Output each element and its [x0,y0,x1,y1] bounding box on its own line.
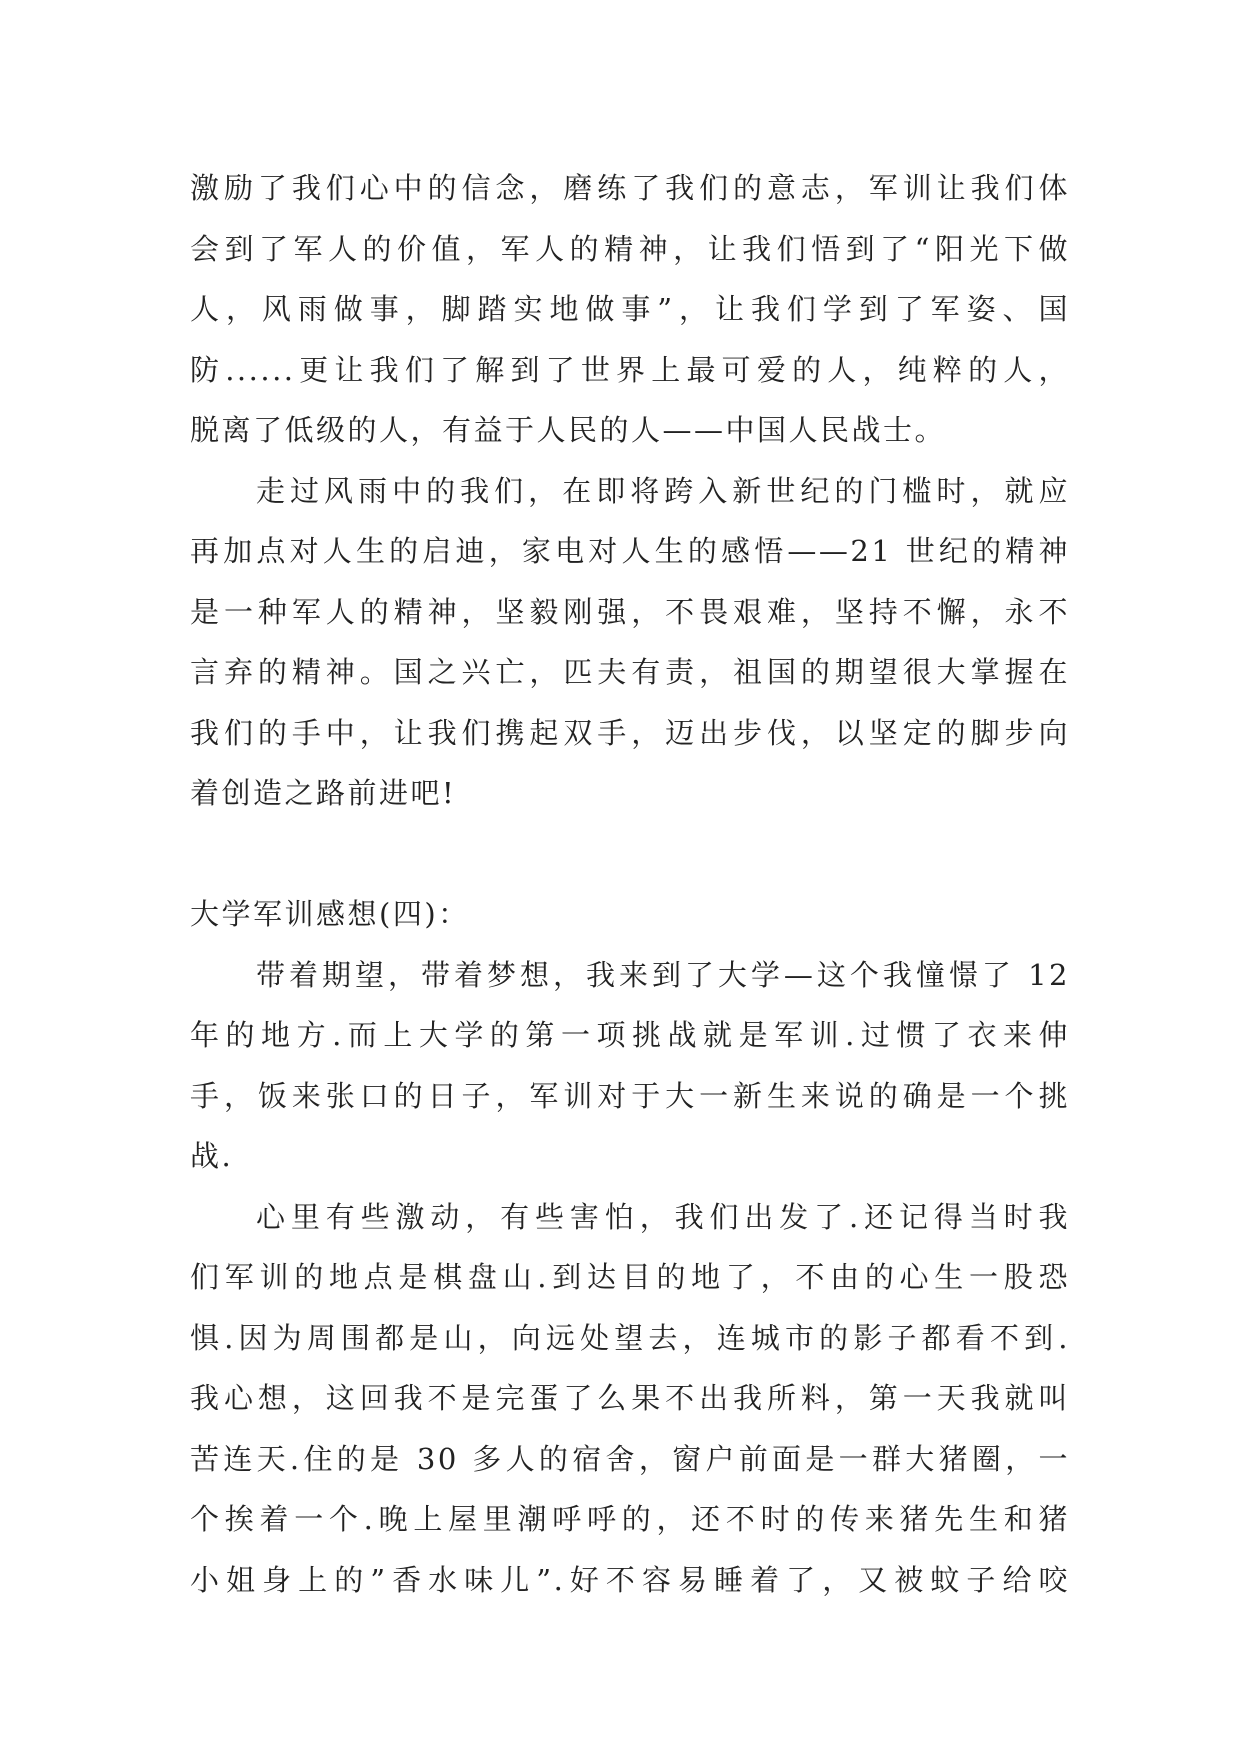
paragraph-4 [190,1187,1070,1611]
paragraph-3 [190,945,1070,1187]
paragraph-2 [190,461,1070,824]
text-line: 我心想，这回我不是完蛋了么果不出我所料，第一天我就叫 [190,1381,1070,1415]
text-line: 会到了军人的价值，军人的精神，让我们悟到了“阳光下做 [190,231,1070,266]
text-line: 着创造之路前进吧! [190,776,457,810]
text-line: 们军训的地点是棋盘山.到达目的地了，不由的心生一股恐 [190,1260,1070,1294]
text-line: 言弃的精神。国之兴亡，匹夫有责，祖国的期望很大掌握在 [190,655,1070,689]
text-line: 小姐身上的”香水味儿”.好不容易睡着了，又被蚊子给咬 [190,1562,1070,1597]
text-line: 我们的手中，让我们携起双手，迈出步伐，以坚定的脚步向 [190,715,1070,750]
text-line: 个挨着一个.晚上屋里潮呼呼的，还不时的传来猪先生和猪 [190,1502,1070,1536]
text-line: 苦连天.住的是 30 多人的宿舍，窗户前面是一群大猪圈，一 [190,1441,1070,1476]
text-line: 手，饭来张口的日子，军训对于大一新生来说的确是一个挑 [190,1078,1070,1113]
text-line: 战. [190,1139,234,1173]
text-line: 心里有些激动，有些害怕，我们出发了.还记得当时我 [256,1199,1070,1234]
section-heading [190,884,1070,945]
text-line: 走过风雨中的我们，在即将跨入新世纪的门槛时，就应 [256,473,1070,508]
document-body [190,158,1070,1610]
text-line: 激励了我们心中的信念，磨练了我们的意志，军训让我们体 [190,171,1070,205]
text-line: 脱离了低级的人，有益于人民的人——中国人民战士。 [190,413,947,447]
text-line: 惧.因为周围都是山，向远处望去，连城市的影子都看不到. [190,1320,1070,1355]
blank-line [190,824,1070,885]
text-line: 带着期望，带着梦想，我来到了大学—这个我憧憬了 12 [256,957,1070,992]
text-line: 防......更让我们了解到了世界上最可爱的人，纯粹的人， [190,352,1070,387]
paragraph-1 [190,158,1070,461]
text-line: 是一种军人的精神，坚毅刚强，不畏艰难，坚持不懈，永不 [190,594,1070,629]
text-line: 人，风雨做事，脚踏实地做事”，让我们学到了军姿、国 [190,292,1070,326]
text-line: 年的地方.而上大学的第一项挑战就是军训.过惯了衣来伸 [190,1018,1070,1052]
section-heading-text: 大学军训感想(四)： [190,897,470,931]
text-line: 再加点对人生的启迪，家电对人生的感悟——21 世纪的精神 [190,534,1070,568]
